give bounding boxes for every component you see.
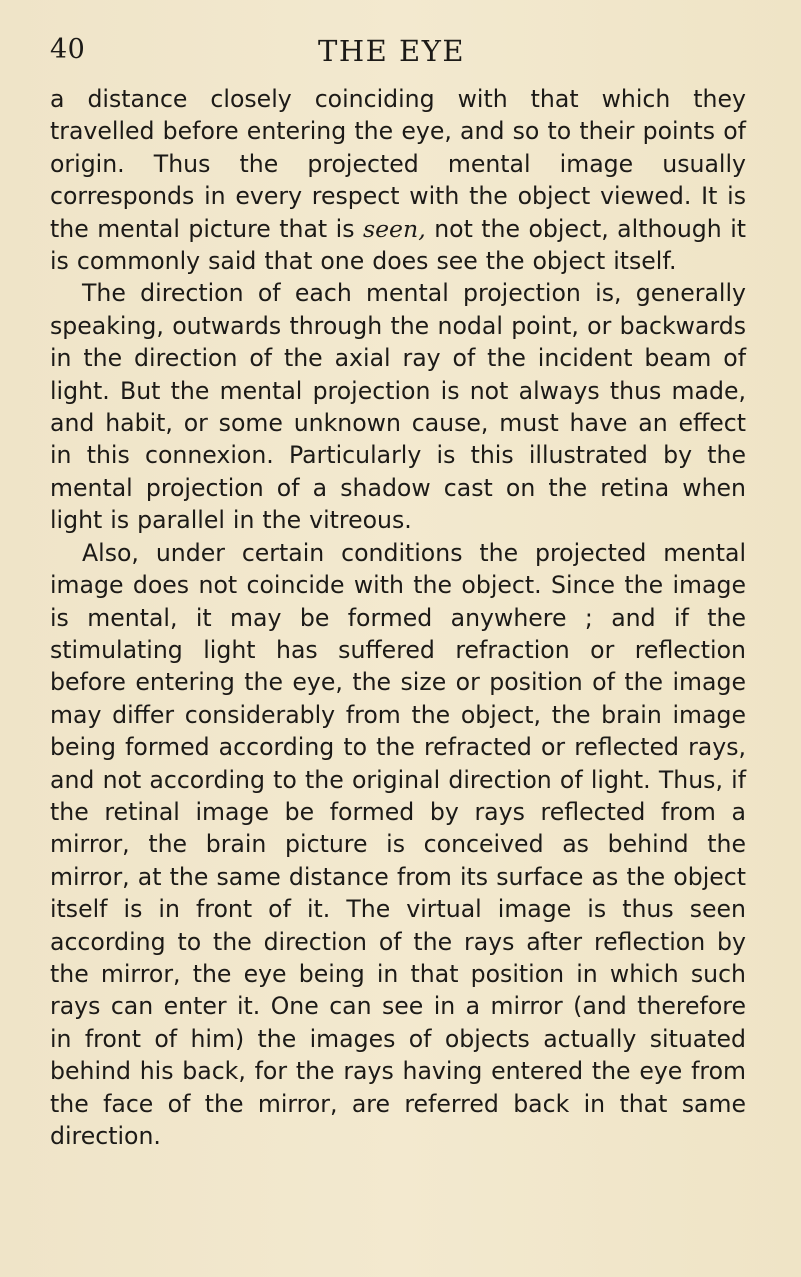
paragraph-1-text-start: a distance closely coinciding with that which they travelled before entering the eye, and so to their points of origin. Thus the projected mental image usually corresponds in every respect with the object viewed. It is the mental picture that is xyxy=(50,85,746,243)
paragraph-2: The direction of each mental projection is, generally speaking, outwards through the nodal point, or backwards in the direction of the axial ray of the incident beam of light. But the mental projection is not always thus made, and habit, or some unknown cause, must have an effect in this connexion. Particularly is this illustrated by the mental projection of a shadow cast on the retina when light is parallel in the vitreous. xyxy=(50,279,746,535)
page-number: 40 xyxy=(50,34,86,65)
paragraph-3: Also, under certain conditions the projected mental image does not coincide with the object. Since the image is mental, it may be formed anywhere ; and if the stimulating light has suffered refraction or reflection before entering the eye, the size or position of the image may differ considerably from the object, the brain image being formed according to the refracted or reflected rays, and not according to the original direction of light. Thus, if the retinal image be formed by rays reflected from a mirror, the brain picture is conceived as behind the mirror, at the same distance from its surface as the object itself is in front of it. The virtual image is thus seen according to the direction of the rays after reflection by the mirror, the eye being in that position in which such rays can enter it. One can see in a mirror (and therefore in front of him) the images of objects actually situated behind his back, for the rays having entered the eye from the face of the mirror, are referred back in that same direction. xyxy=(50,538,746,1150)
paragraph-1-italic-word: seen, xyxy=(362,214,426,243)
page-header xyxy=(50,34,740,74)
running-head: THE EYE xyxy=(318,34,466,68)
body-text xyxy=(50,83,746,1152)
paragraph-1-text-end: not the object, although it is commonly said that one does see the object itself. xyxy=(50,214,746,276)
paragraph-1 xyxy=(50,83,746,277)
